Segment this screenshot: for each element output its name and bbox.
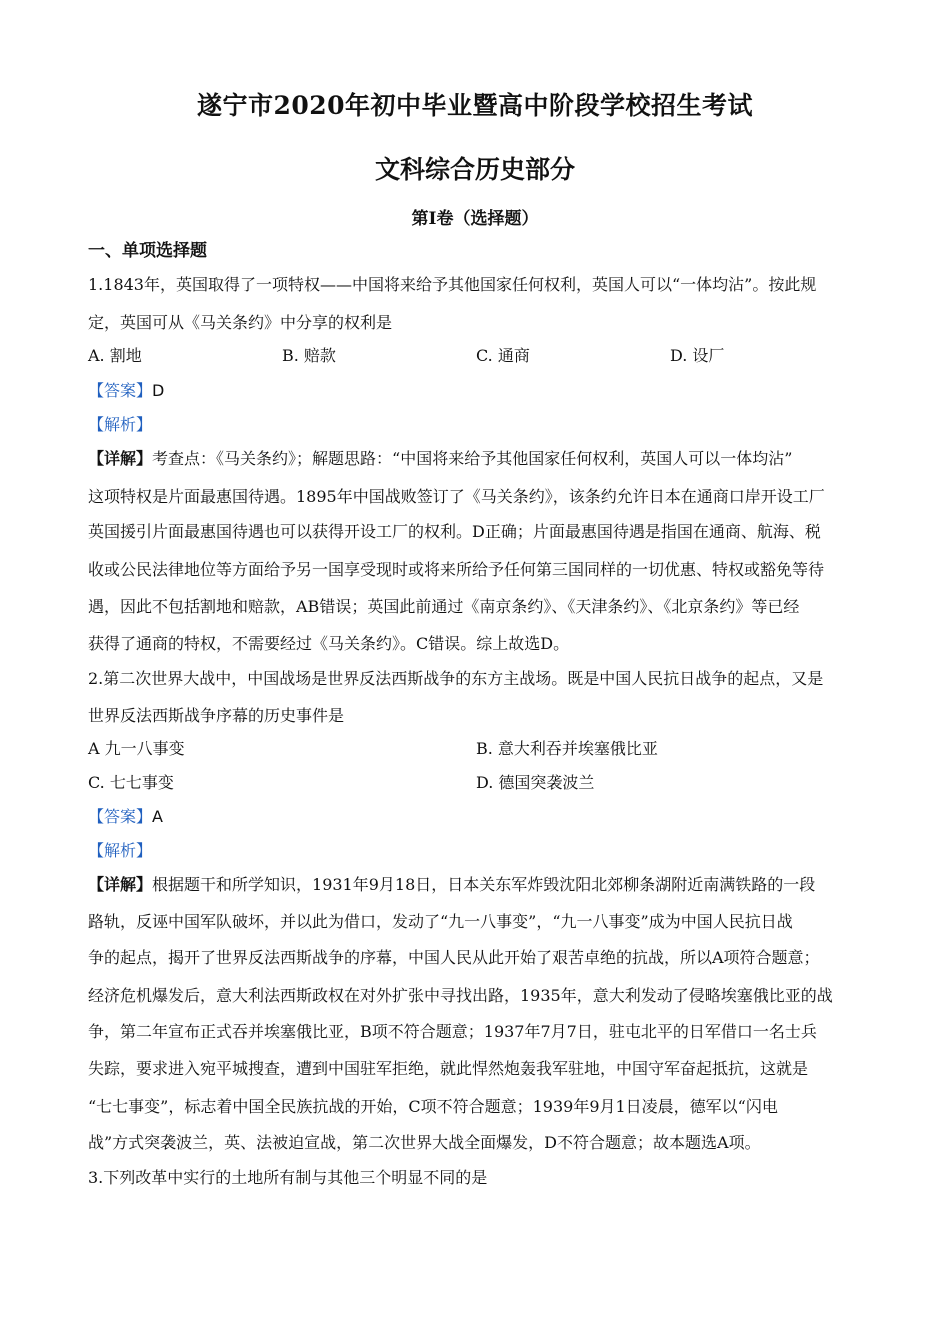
q2-detail-line-1 [88, 873, 878, 897]
exam-title: 遂宁市2020年初中毕业暨高中阶段学校招生考试 [196, 91, 754, 120]
q2-option-a: A 九一八事变 [88, 739, 185, 758]
q1-option-d: D. 设厂 [670, 346, 725, 365]
q1-option-b: B. 赔款 [282, 346, 336, 365]
q2-analysis-line [88, 839, 878, 863]
q2-detail-line-2: 路轨，反诬中国军队破坏，并以此为借口，发动了“九一八事变”，“九一八事变”成为中国人民抗日战 [88, 912, 793, 931]
detail-label: 【详解】 [88, 449, 153, 468]
q1-answer-value: D [152, 381, 165, 400]
q2-stem-line-2: 世界反法西斯战争序幕的历史事件是 [88, 706, 345, 725]
q1-option-a: A. 割地 [88, 346, 142, 365]
q2-detail-line-6: 失踪，要求进入宛平城搜查，遭到中国驻军拒绝，就此悍然炮轰我军驻地，中国守军奋起抵抗，这就是 [88, 1059, 809, 1078]
q1-detail-line-5: 遇，因此不包括割地和赔款，AB错误；英国此前通过《南京条约》、《天津条约》、《北京条约》等已经 [88, 597, 800, 616]
q1-option-c: C. 通商 [476, 346, 530, 365]
q1-stem-line-1: 1.1843年，英国取得了一项特权——中国将来给予其他国家任何权利，英国人可以“一体均沾”。按此规 [88, 275, 817, 294]
detail-label: 【详解】 [88, 875, 153, 894]
q1-detail-line-1 [88, 447, 878, 471]
q1-detail-line-3: 英国援引片面最惠国待遇也可以获得开设工厂的权利。D正确；片面最惠国待遇是指国在通商、航海、税 [88, 522, 821, 541]
q1-detail-line-2: 这项特权是片面最惠国待遇。1895年中国战败签订了《马关条约》，该条约允许日本在通商口岸开设工厂 [88, 487, 825, 506]
q2-detail-line-7: “七七事变”，标志着中国全民族抗战的开始，C项不符合题意；1939年9月1日凌晨，德军以“闪电 [88, 1097, 778, 1116]
q1-detail-line-4: 收或公民法律地位等方面给予另一国享受现时或将来所给予任何第三国同样的一切优惠、特权或豁免等待 [88, 560, 825, 579]
q2-detail-line-5: 争，第二年宣布正式吞并埃塞俄比亚，B项不符合题意；1937年7月7日，驻屯北平的日军借口一名士兵 [88, 1022, 817, 1041]
q2-option-c: C. 七七事变 [88, 773, 174, 792]
answer-label: 【答案】 [88, 381, 153, 400]
answer-label: 【答案】 [88, 807, 153, 826]
analysis-label: 【解析】 [88, 841, 153, 860]
q3-stem-line-1: 3.下列改革中实行的土地所有制与其他三个明显不同的是 [88, 1168, 488, 1187]
analysis-label: 【解析】 [88, 415, 153, 434]
q2-option-d: D. 德国突袭波兰 [476, 773, 595, 792]
exam-subtitle: 文科综合历史部分 [374, 155, 575, 184]
q2-detail-line-8: 战”方式突袭波兰，英、法被迫宣战，第二次世界大战全面爆发，D不符合题意；故本题选A项。 [88, 1133, 761, 1152]
q2-stem-line-1: 2.第二次世界大战中，中国战场是世界反法西斯战争的东方主战场。既是中国人民抗日战争的起点，又是 [88, 669, 824, 688]
section-heading: 一、单项选择题 [88, 241, 207, 261]
q1-detail-text-1: 考查点：《马关条约》；解题思路：“中国将来给予其他国家任何权利，英国人可以一体均沾” [152, 449, 793, 468]
q1-analysis-line [88, 413, 878, 437]
q2-option-b: B. 意大利吞并埃塞俄比亚 [476, 739, 658, 758]
q1-detail-line-6: 获得了通商的特权，不需要经过《马关条约》。C错误。综上故选D。 [88, 634, 570, 653]
q1-stem-line-2: 定，英国可从《马关条约》中分享的权利是 [88, 313, 393, 332]
q2-answer-value: A [152, 807, 163, 826]
q2-detail-line-3: 争的起点，揭开了世界反法西斯战争的序幕，中国人民从此开始了艰苦卓绝的抗战，所以A项符合题意； [88, 948, 820, 967]
q1-answer-line [88, 379, 878, 403]
q2-detail-line-4: 经济危机爆发后，意大利法西斯政权在对外扩张中寻找出路，1935年，意大利发动了侵略埃塞俄比亚的战 [88, 986, 833, 1005]
volume-title: 第Ⅰ卷（选择题） [411, 209, 539, 229]
q2-detail-text-1: 根据题干和所学知识，1931年9月18日，日本关东军炸毁沈阳北郊柳条湖附近南满铁路的一段 [152, 875, 816, 894]
q2-answer-line [88, 805, 878, 829]
